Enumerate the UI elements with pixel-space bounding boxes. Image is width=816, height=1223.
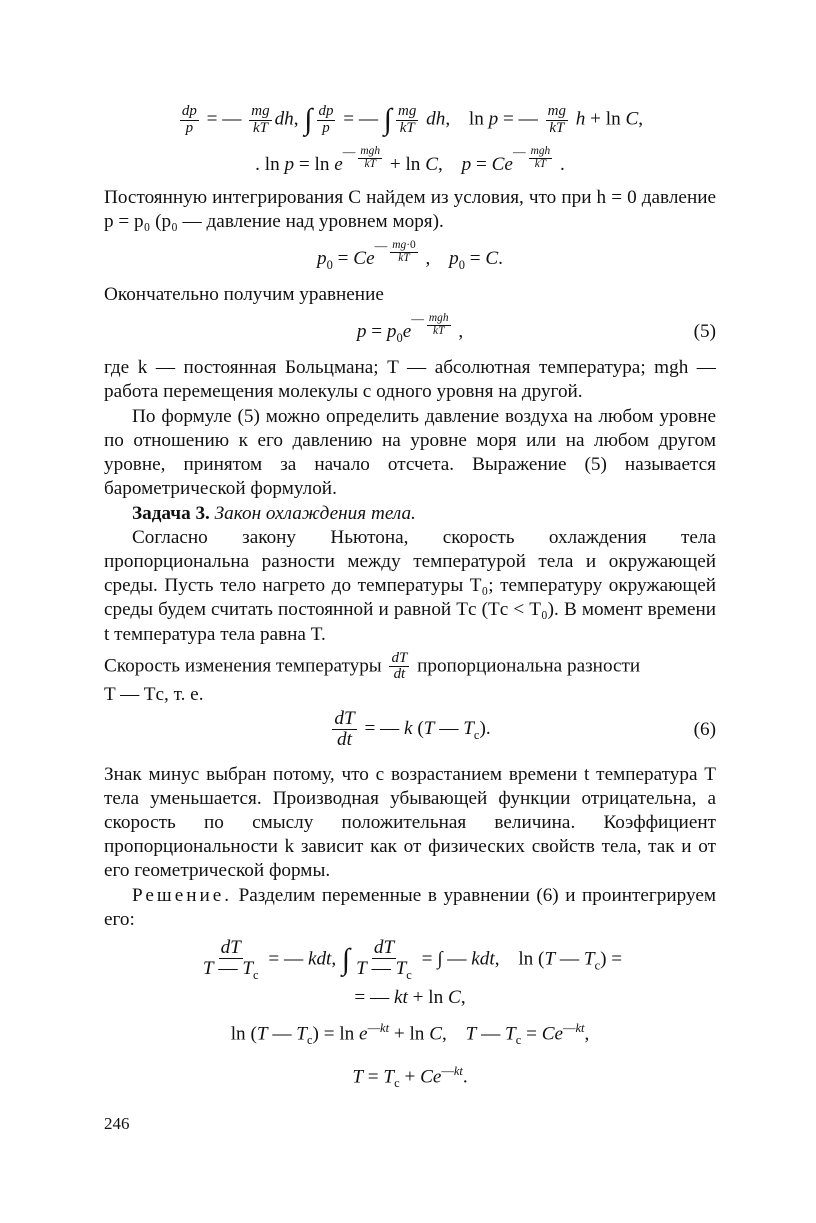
constant-text: Постоянную интегрирования C найдем из условия, что при h = 0 давление p = p₀ (p₀ — давление над уровнем моря). <box>104 186 716 232</box>
task-label: Задача 3. <box>132 502 210 524</box>
page-body <box>104 100 716 1095</box>
equation-integration: $\frac{dp}{p}$ = — $\frac{mg}{kT}$ dh, ∫ $\frac{dp}{p}$ = — ∫ $\frac{mg}{kT}$ dh, ln p = — $\frac{mg}{kT}$ h + ln C, <box>181 103 644 137</box>
equation-number-5: (5) <box>693 320 716 342</box>
equation-integrated: = — kt + ln C, <box>354 987 466 1009</box>
paragraph-rate: Скорость изменения температуры $\frac{dT}{dt}$ пропорциональна разности T — Tс, т. е. <box>104 649 641 706</box>
rate-text-a: Скорость изменения температуры <box>104 655 382 677</box>
definitions-text: где k — постоянная Больцмана; T — абсолютная температура; mgh — работа перемещения молекулы с одного уровня на другой. <box>104 357 716 403</box>
equation-log-exp: . ln p = ln e— $\frac{\text{mgh}}{kT}$ + ln C, p = Ce— $\frac{\text{mgh}}{kT}$ . <box>255 145 565 176</box>
paragraph-constant <box>104 186 716 234</box>
equation-number-6: (6) <box>693 718 716 740</box>
page-number: 246 <box>104 1114 130 1133</box>
equation-p0: $p_0$ = Ce— $\frac{mg\cdot 0}{kT}$ , $p_0 = C$. <box>317 239 503 272</box>
task-title: Закон охлаждения тела. <box>214 502 416 524</box>
equation-6-cooling: $\frac{dT}{dt}$ = — k (T — $T_c$). (6) <box>334 708 716 751</box>
paragraph-solution <box>104 884 716 932</box>
paragraph-final <box>104 283 716 307</box>
equation-5-barometric: $p = p_0e—$ $\frac{\text{mgh}}{kT}$ , (5) <box>356 312 716 346</box>
newton-text: Согласно закону Ньютона, скорость охлаждения тела пропорциональна разности между температурой тела и окружающей среды. Пусть тело нагрето до температуры T₀; температуру окружающей среды будем считать постоянной и равной Tс (Tс < T₀). В момент времени t температура тела равна T. <box>104 526 716 645</box>
paragraph-newton <box>104 526 716 647</box>
sign-text: Знак минус выбран потому, что с возрастанием времени t температура T тела уменьшается. Производная убывающей функции отрицательна, а скорость по смыслу положительная величина. Коэффициент пропорциональности k зависит как от физических свойств тела, так и от его геометрической формы. <box>104 763 716 882</box>
formula5-text: По формуле (5) можно определить давление воздуха на любом уровне по отношению к его давлению на уровне моря или на любом другом уровне, принятом за начало отсчета. Выражение (5) называется барометрической формулой. <box>104 405 716 500</box>
paragraph-definitions <box>104 356 716 404</box>
paragraph-task3 <box>104 502 716 526</box>
solution-label: Решение. <box>132 884 233 906</box>
equation-log-solution: ln (T — $T_c) = \ln e^{—kt} + \ln C$, T — $T_c = Ce^{—kt}$, <box>230 1021 590 1048</box>
equation-final-solution: $T = T_c + Ce^{—kt}$. <box>352 1063 468 1090</box>
paragraph-formula5 <box>104 405 716 502</box>
rate-text-c: T — Tс, т. е. <box>104 684 204 706</box>
paragraph-sign <box>104 763 716 884</box>
equation-separation: $\frac{dT}{T — T_c}$ = — kdt, ∫ $\frac{dT}{T — T_c}$ = ∫ — kdt, ln (T — $T_c$) = <box>202 937 623 983</box>
rate-text-b: пропорциональна разности <box>417 655 641 677</box>
solution-text: Разделим переменные в уравнении (6) и проинтегрируем его: <box>104 884 716 930</box>
final-text: Окончательно получим уравнение <box>104 284 384 306</box>
